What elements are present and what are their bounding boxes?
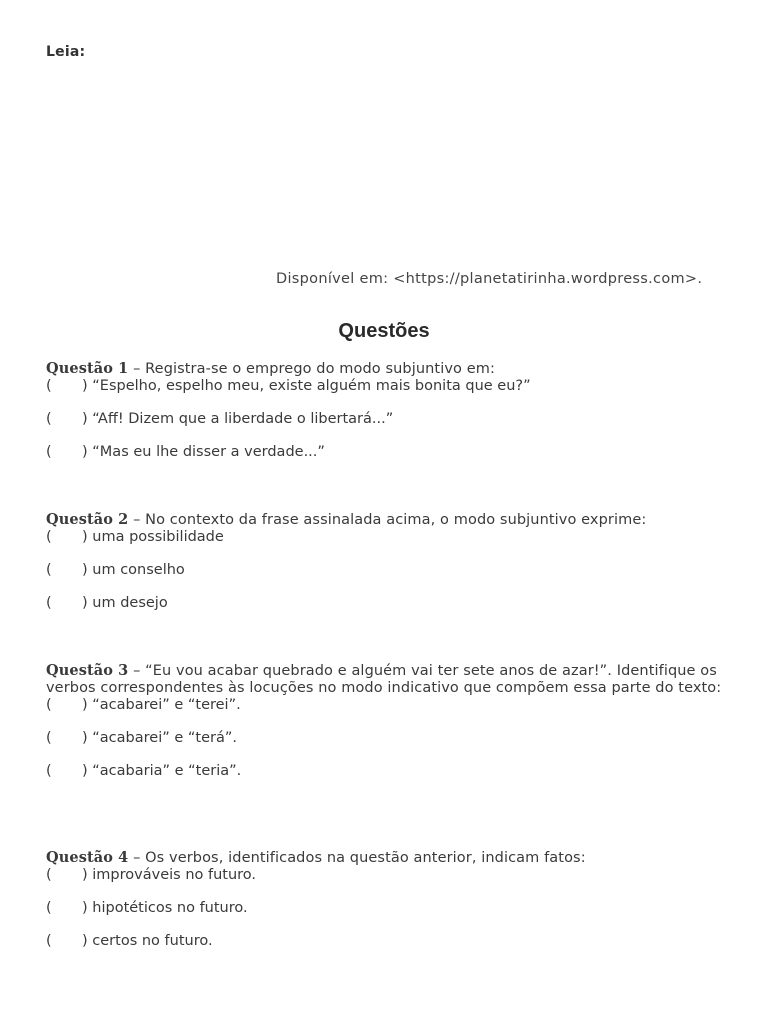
answer-option[interactable]: ( ) improváveis no futuro.: [46, 867, 257, 883]
answer-option[interactable]: ( ) hipotéticos no futuro.: [46, 900, 248, 916]
answer-checkbox[interactable]: (: [46, 933, 52, 949]
question-2: [46, 511, 746, 612]
answer-checkbox[interactable]: (: [46, 529, 52, 545]
option-text: “Mas eu lhe disser a verdade...”: [92, 444, 325, 460]
question-stem: [46, 662, 746, 697]
answer-option[interactable]: ( ) um desejo: [46, 595, 168, 611]
question-label: Questão 4: [46, 849, 129, 866]
answer-checkbox[interactable]: (: [46, 763, 52, 779]
answer-checkbox[interactable]: (: [46, 900, 52, 916]
option-text: um desejo: [92, 595, 168, 611]
question-3: [46, 662, 746, 780]
answer-checkbox[interactable]: (: [46, 595, 52, 611]
question-stem: [46, 511, 746, 529]
question-text: – Registra-se o emprego do modo subjuntivo em:: [128, 361, 495, 377]
answer-option[interactable]: ( ) um conselho: [46, 562, 185, 578]
answer-checkbox[interactable]: (: [46, 697, 52, 713]
answer-checkbox[interactable]: (: [46, 562, 52, 578]
leia-heading: Leia:: [46, 44, 86, 60]
question-label: Questão 2: [46, 511, 129, 528]
answer-option[interactable]: ( ) certos no futuro.: [46, 933, 213, 949]
option-text: “acabaria” e “teria”.: [92, 763, 242, 779]
option-text: “acabarei” e “terá”.: [92, 730, 237, 746]
option-text: “Aff! Dizem que a liberdade o libertará...”: [92, 411, 394, 427]
option-text: hipotéticos no futuro.: [92, 900, 248, 916]
source-citation: Disponível em: <https://planetatirinha.wordpress.com>.: [276, 271, 703, 287]
answer-checkbox[interactable]: (: [46, 730, 52, 746]
question-1: [46, 360, 746, 461]
answer-option[interactable]: ( ) “acabarei” e “terá”.: [46, 730, 237, 746]
answer-option[interactable]: ( ) “Espelho, espelho meu, existe alguém mais bonita que eu?”: [46, 378, 531, 394]
question-label: Questão 3: [46, 662, 129, 679]
option-text: certos no futuro.: [92, 933, 213, 949]
question-text: – Os verbos, identificados na questão anterior, indicam fatos:: [128, 850, 586, 866]
option-text: “acabarei” e “terei”.: [92, 697, 241, 713]
question-4: [46, 849, 746, 950]
answer-option[interactable]: ( ) “acabarei” e “terei”.: [46, 697, 241, 713]
question-text: – No contexto da frase assinalada acima, o modo subjuntivo exprime:: [128, 512, 647, 528]
answer-checkbox[interactable]: (: [46, 411, 52, 427]
option-text: uma possibilidade: [92, 529, 224, 545]
answer-option[interactable]: ( ) “acabaria” e “teria”.: [46, 763, 242, 779]
answer-checkbox[interactable]: (: [46, 867, 52, 883]
option-text: “Espelho, espelho meu, existe alguém mais bonita que eu?”: [92, 378, 531, 394]
question-stem: [46, 849, 746, 867]
answer-checkbox[interactable]: (: [46, 444, 52, 460]
answer-option[interactable]: ( ) “Aff! Dizem que a liberdade o libertará...”: [46, 411, 394, 427]
answer-checkbox[interactable]: (: [46, 378, 52, 394]
answer-option[interactable]: ( ) uma possibilidade: [46, 529, 224, 545]
question-text: – “Eu vou acabar quebrado e alguém vai ter sete anos de azar!”. Identifique os verbos correspondentes às locuções no modo indicativo que compõem essa parte do texto:: [46, 663, 722, 696]
question-stem: [46, 360, 746, 378]
question-label: Questão 1: [46, 360, 129, 377]
option-text: um conselho: [92, 562, 185, 578]
answer-option[interactable]: ( ) “Mas eu lhe disser a verdade...”: [46, 444, 325, 460]
section-title: Questões: [338, 320, 430, 342]
option-text: improváveis no futuro.: [92, 867, 257, 883]
